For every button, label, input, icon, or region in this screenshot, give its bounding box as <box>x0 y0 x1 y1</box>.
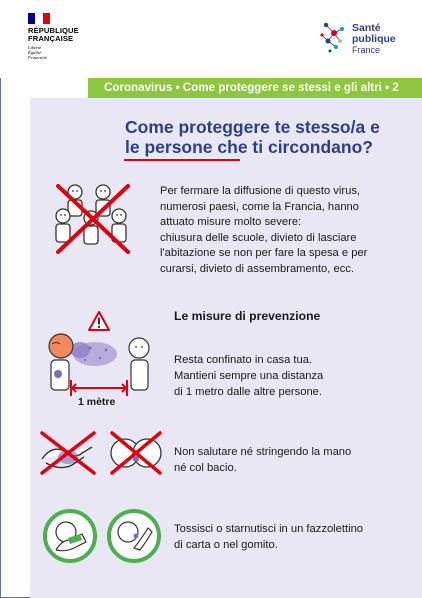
warning-icon <box>88 311 110 331</box>
prevention-heading: Le misure di prevenzione <box>174 309 321 323</box>
confinement-line: Mantieni sempre una distanza <box>174 370 324 382</box>
sante-publique-france-logo <box>318 17 408 63</box>
republic-line1: RÉPUBLIQUE <box>28 26 79 35</box>
group-crossed-icon <box>52 180 134 258</box>
motto-line: Liberté <box>28 45 42 50</box>
republique-francaise-logo <box>28 13 108 61</box>
section-banner: Coronavirus • Come proteggere se stessi e gli altri • 2 <box>88 78 422 98</box>
kiss-crossed-icon <box>108 429 164 477</box>
title-line2: le persone che ti circondano? <box>125 137 373 157</box>
spf-word-france: France <box>352 45 381 55</box>
intro-line: l'abitazione se non per fare la spesa e per <box>160 247 368 260</box>
republic-line2: FRANÇAISE <box>28 34 74 43</box>
greeting-line: né col bacio. <box>174 462 237 474</box>
distance-label: 1 mètre <box>78 396 116 408</box>
motto-line: Fraternité <box>28 55 47 61</box>
republic-motto <box>28 45 108 61</box>
tissue-icon <box>42 508 98 564</box>
spf-word-publique: publique <box>352 33 396 45</box>
greeting-line: Non salutare né stringendo la mano <box>174 446 352 458</box>
header <box>0 0 422 78</box>
handshake-crossed-icon <box>38 429 98 477</box>
intro-line: numerosi paesi, come la Francia, hanno <box>160 200 359 213</box>
greeting-paragraph <box>174 444 374 476</box>
intro-line: curarsi, divieto di assembramento, ecc. <box>160 262 354 275</box>
intro-line: attuato misure molto severe: <box>160 216 302 229</box>
intro-paragraph <box>160 184 400 278</box>
french-flag-icon <box>28 13 50 24</box>
confinement-line: di 1 metro dalle altre persone. <box>174 386 323 398</box>
title-line1: Come proteggere te stesso/a e <box>125 117 380 137</box>
elbow-cough-icon <box>106 508 162 564</box>
cough-paragraph <box>174 521 404 553</box>
confinement-paragraph <box>174 352 374 400</box>
spf-wordmark <box>352 23 396 56</box>
title-underline <box>124 159 240 161</box>
cough-line: di carta o nel gomito. <box>174 539 278 551</box>
intro-line: Per fermare la diffusione di questo virus, <box>160 185 361 197</box>
spf-word-sante: Santé <box>352 22 381 34</box>
page-title <box>125 117 405 157</box>
intro-line: chiusura delle scuole, divieto di lasciare <box>160 231 357 244</box>
confinement-line: Resta confinato in casa tua. <box>174 354 313 366</box>
cough-line: Tossisci o starnutisci in un fazzolettino <box>174 523 364 535</box>
motto-line: Égalité <box>28 50 42 56</box>
spf-network-icon <box>318 17 348 57</box>
sneeze-icon <box>40 330 158 400</box>
